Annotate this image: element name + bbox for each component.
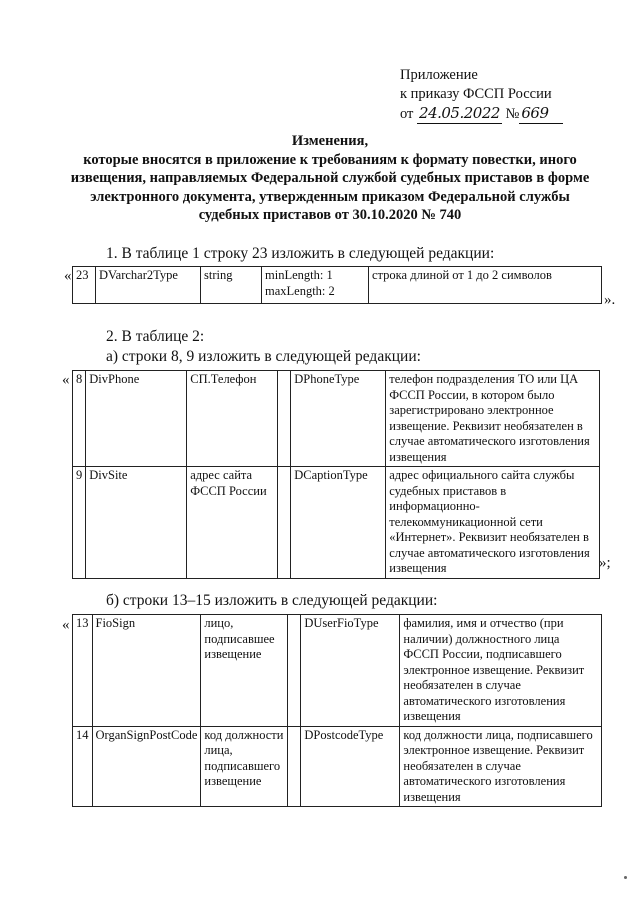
heading-line-3: извещения, направляемых Федеральной службой судебных приставов в форме	[70, 170, 590, 186]
table-row	[73, 467, 600, 579]
table-cell-desc: адрес официального сайта службы судебных приставов в информационно-телекоммуникационной сети «Интернет». Реквизит необязателен в случае автоматического изготовления извещения	[386, 467, 600, 579]
table-2	[72, 370, 600, 579]
table-cell-type: DCaptionType	[291, 467, 386, 579]
table-cell-num: 8	[73, 371, 86, 467]
table-cell-empty	[288, 726, 301, 807]
table-cell-num: 14	[73, 726, 93, 807]
min-length: minLength: 1	[265, 268, 333, 282]
appendix-date-line	[400, 104, 563, 124]
table-row	[73, 726, 602, 807]
table-3	[72, 614, 602, 807]
table1-close-quote: ».	[604, 292, 616, 308]
table2-open-quote: «	[62, 372, 70, 388]
table-cell-restrictions	[262, 267, 369, 304]
document-heading	[40, 132, 620, 225]
item-1-text: 1. В таблице 1 строку 23 изложить в следующей редакции:	[106, 245, 495, 262]
table-cell-empty	[278, 467, 291, 579]
from-label: от	[400, 106, 414, 122]
table-cell-desc: фамилия, имя и отчество (при наличии) должностного лица ФССП России, подписавшего электронное извещение. Реквизит необязателен в случае автоматического изготовления извещения	[400, 615, 602, 727]
table2-close-quote: »;	[599, 555, 611, 571]
table-cell-name: FioSign	[92, 615, 201, 727]
table-cell-name: OrganSignPostCode	[92, 726, 201, 807]
table-cell-num: 23	[73, 267, 96, 304]
heading-line-1: Изменения,	[291, 133, 369, 149]
table-cell-num: 9	[73, 467, 86, 579]
table-cell-type: DPhoneType	[291, 371, 386, 467]
table-cell-title: код должности лица, подписавшего извещение	[201, 726, 288, 807]
item-2-text: 2. В таблице 2:	[106, 328, 205, 345]
table-row	[73, 267, 602, 304]
table-cell-desc: телефон подразделения ТО или ЦА ФССП России, в котором было зарегистрировано электронное извещение. Реквизит необязателен в случае автоматического изготовления извещения	[386, 371, 600, 467]
table-cell-desc: код должности лица, подписавшего электронное извещение. Реквизит необязателен в случае автоматического изготовления извещения	[400, 726, 602, 807]
table-cell-type: DUserFioType	[301, 615, 400, 727]
table-row	[73, 615, 602, 727]
table-cell-empty	[278, 371, 291, 467]
table-cell-title: лицо, подписавшее извещение	[201, 615, 288, 727]
appendix-block	[400, 66, 563, 124]
number-label: №	[505, 106, 520, 122]
item-2b-text: б) строки 13–15 изложить в следующей редакции:	[106, 592, 438, 609]
table-cell-type: DPostcodeType	[301, 726, 400, 807]
table-cell-desc: строка длиной от 1 до 2 символов	[369, 267, 602, 304]
table-cell-name: DivSite	[86, 467, 187, 579]
table-cell-type: string	[201, 267, 262, 304]
table-1	[72, 266, 602, 304]
table-cell-title: адрес сайта ФССП России	[187, 467, 278, 579]
table1-open-quote: «	[64, 268, 72, 284]
table-cell-name: DivPhone	[86, 371, 187, 467]
heading-line-5: судебных приставов от 30.10.2020 № 740	[198, 207, 462, 223]
table3-open-quote: «	[62, 617, 70, 633]
handwritten-date: 24.05.2022	[419, 104, 500, 122]
heading-line-4: электронного документа, утвержденным приказом Федеральной службы	[90, 188, 570, 205]
table-cell-num: 13	[73, 615, 93, 727]
max-length: maxLength: 2	[265, 283, 335, 298]
table-cell-name: DVarchar2Type	[96, 267, 201, 304]
heading-line-2: которые вносятся в приложение к требованиям к формату повестки, иного	[83, 151, 577, 168]
appendix-order-ref: к приказу ФССП России	[400, 86, 552, 102]
table-cell-empty	[288, 615, 301, 727]
table-row	[73, 371, 600, 467]
item-2a-text: а) строки 8, 9 изложить в следующей редакции:	[106, 348, 421, 365]
scan-speck	[624, 876, 627, 879]
handwritten-number: 669	[519, 104, 563, 124]
appendix-title: Приложение	[400, 67, 478, 83]
table-cell-title: СП.Телефон	[187, 371, 278, 467]
